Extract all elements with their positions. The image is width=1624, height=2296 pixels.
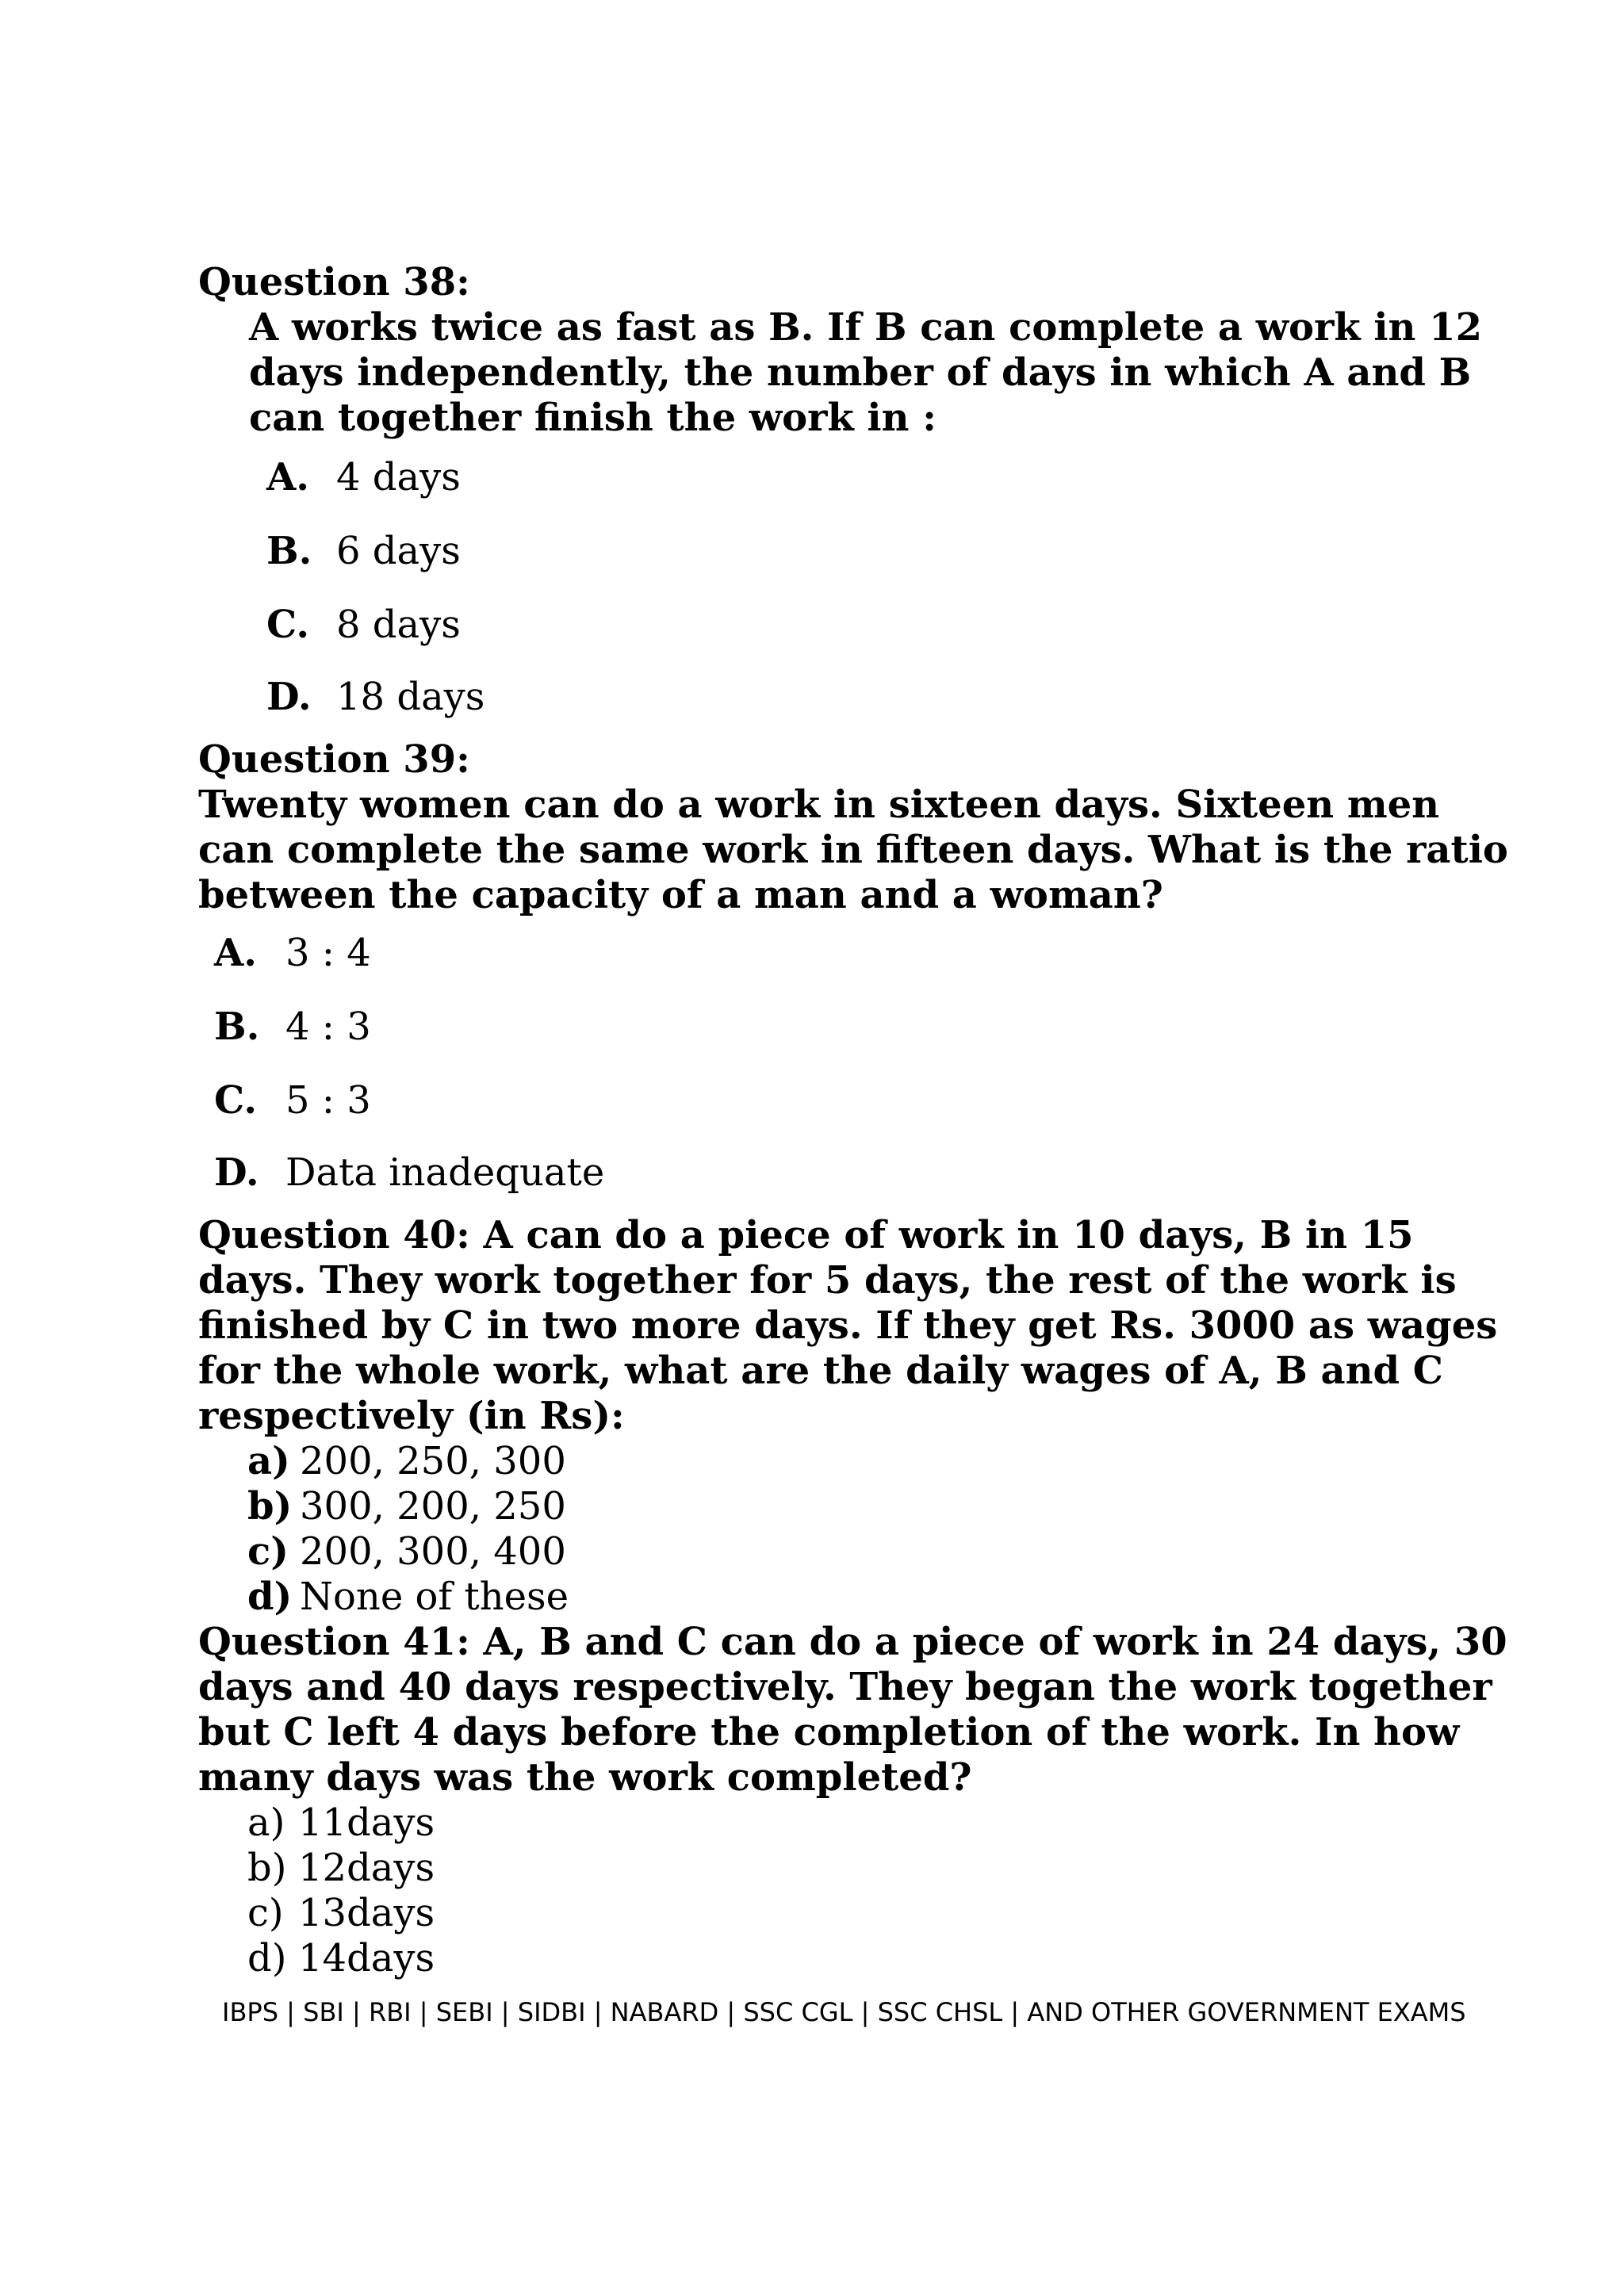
option-letter: b) <box>247 1484 293 1529</box>
option-letter: a) <box>247 1439 290 1483</box>
question-38-option-b <box>266 529 461 573</box>
option-text: Data inadequate <box>285 1150 605 1195</box>
question-38-option-a <box>266 455 461 499</box>
question-39-line: can complete the same work in fifteen days. What is the ratio <box>198 828 1508 872</box>
option-letter: A. <box>214 931 257 975</box>
question-40-text <box>198 1213 1497 1439</box>
question-39-option-d <box>214 1150 604 1195</box>
page-footer: IBPS | SBI | RBI | SEBI | SIDBI | NABARD | SSC CGL | SSC CHSL | AND OTHER GOVERNMENT EXAMS <box>222 1997 1466 2027</box>
question-40-line: for the whole work, what are the daily wages of A, B and C <box>198 1349 1443 1393</box>
option-letter: d) <box>247 1575 293 1619</box>
question-41-line: days and 40 days respectively. They began the work together <box>198 1665 1492 1709</box>
question-38-line: A works twice as fast as B. If B can complete a work in 12 <box>249 305 1482 350</box>
option-text: 4 : 3 <box>285 1004 371 1049</box>
question-40-line: Question 40: A can do a piece of work in 10 days, B in 15 <box>198 1213 1414 1257</box>
option-text: 13days <box>298 1891 435 1935</box>
option-text: None of these <box>300 1575 569 1619</box>
question-40-line: days. They work together for 5 days, the rest of the work is <box>198 1258 1457 1303</box>
question-41-line: but C left 4 days before the completion of the work. In how <box>198 1710 1460 1755</box>
option-letter: b) <box>247 1846 287 1890</box>
question-40-line: respectively (in Rs): <box>198 1394 625 1438</box>
question-38-heading: Question 38: <box>198 260 470 304</box>
question-39-text <box>198 783 1508 918</box>
question-40-option-b <box>247 1484 566 1529</box>
question-41-line: Question 41: A, B and C can do a piece of work in 24 days, 30 <box>198 1620 1507 1664</box>
question-39-option-a <box>214 931 371 975</box>
option-text: 11days <box>298 1800 435 1845</box>
option-letter: B. <box>266 529 312 573</box>
option-letter: C. <box>266 603 310 647</box>
option-text: 200, 300, 400 <box>300 1529 566 1574</box>
question-40-option-d <box>247 1575 569 1619</box>
option-letter: C. <box>214 1078 258 1123</box>
option-letter: D. <box>214 1150 259 1195</box>
option-text: 200, 250, 300 <box>300 1439 566 1483</box>
question-39-option-c <box>214 1078 371 1123</box>
option-text: 3 : 4 <box>285 931 371 975</box>
option-text: 12days <box>298 1846 435 1890</box>
option-letter: B. <box>214 1004 260 1049</box>
option-text: 8 days <box>336 603 461 647</box>
question-39-heading: Question 39: <box>198 737 470 782</box>
option-letter: A. <box>266 455 309 499</box>
option-text: 5 : 3 <box>285 1078 371 1123</box>
question-41-option-a <box>247 1800 435 1845</box>
question-38-option-c <box>266 603 461 647</box>
question-39-line: between the capacity of a man and a woman? <box>198 873 1163 917</box>
question-41-option-c <box>247 1891 435 1935</box>
option-letter: D. <box>266 675 312 719</box>
question-41-option-d <box>247 1936 435 1980</box>
question-39-option-b <box>214 1004 371 1049</box>
option-text: 4 days <box>336 455 461 499</box>
question-39-line: Twenty women can do a work in sixteen days. Sixteen men <box>198 783 1440 827</box>
question-41-option-b <box>247 1846 435 1890</box>
question-40-option-a <box>247 1439 566 1483</box>
option-letter: c) <box>247 1891 284 1935</box>
question-40-option-c <box>247 1529 566 1574</box>
question-38-line: can together finish the work in : <box>249 396 936 440</box>
question-40-line: finished by C in two more days. If they get Rs. 3000 as wages <box>198 1303 1498 1348</box>
question-41-text <box>198 1620 1507 1800</box>
option-text: 18 days <box>336 675 485 719</box>
question-38-option-d <box>266 675 485 719</box>
question-41-line: many days was the work completed? <box>198 1755 972 1800</box>
option-letter: c) <box>247 1529 289 1574</box>
option-text: 14days <box>298 1936 435 1980</box>
option-text: 6 days <box>336 529 461 573</box>
question-38-text <box>249 305 1482 441</box>
option-letter: a) <box>247 1800 285 1845</box>
option-text: 300, 200, 250 <box>300 1484 566 1529</box>
question-38-line: days independently, the number of days in which A and B <box>249 350 1472 395</box>
option-letter: d) <box>247 1936 287 1980</box>
